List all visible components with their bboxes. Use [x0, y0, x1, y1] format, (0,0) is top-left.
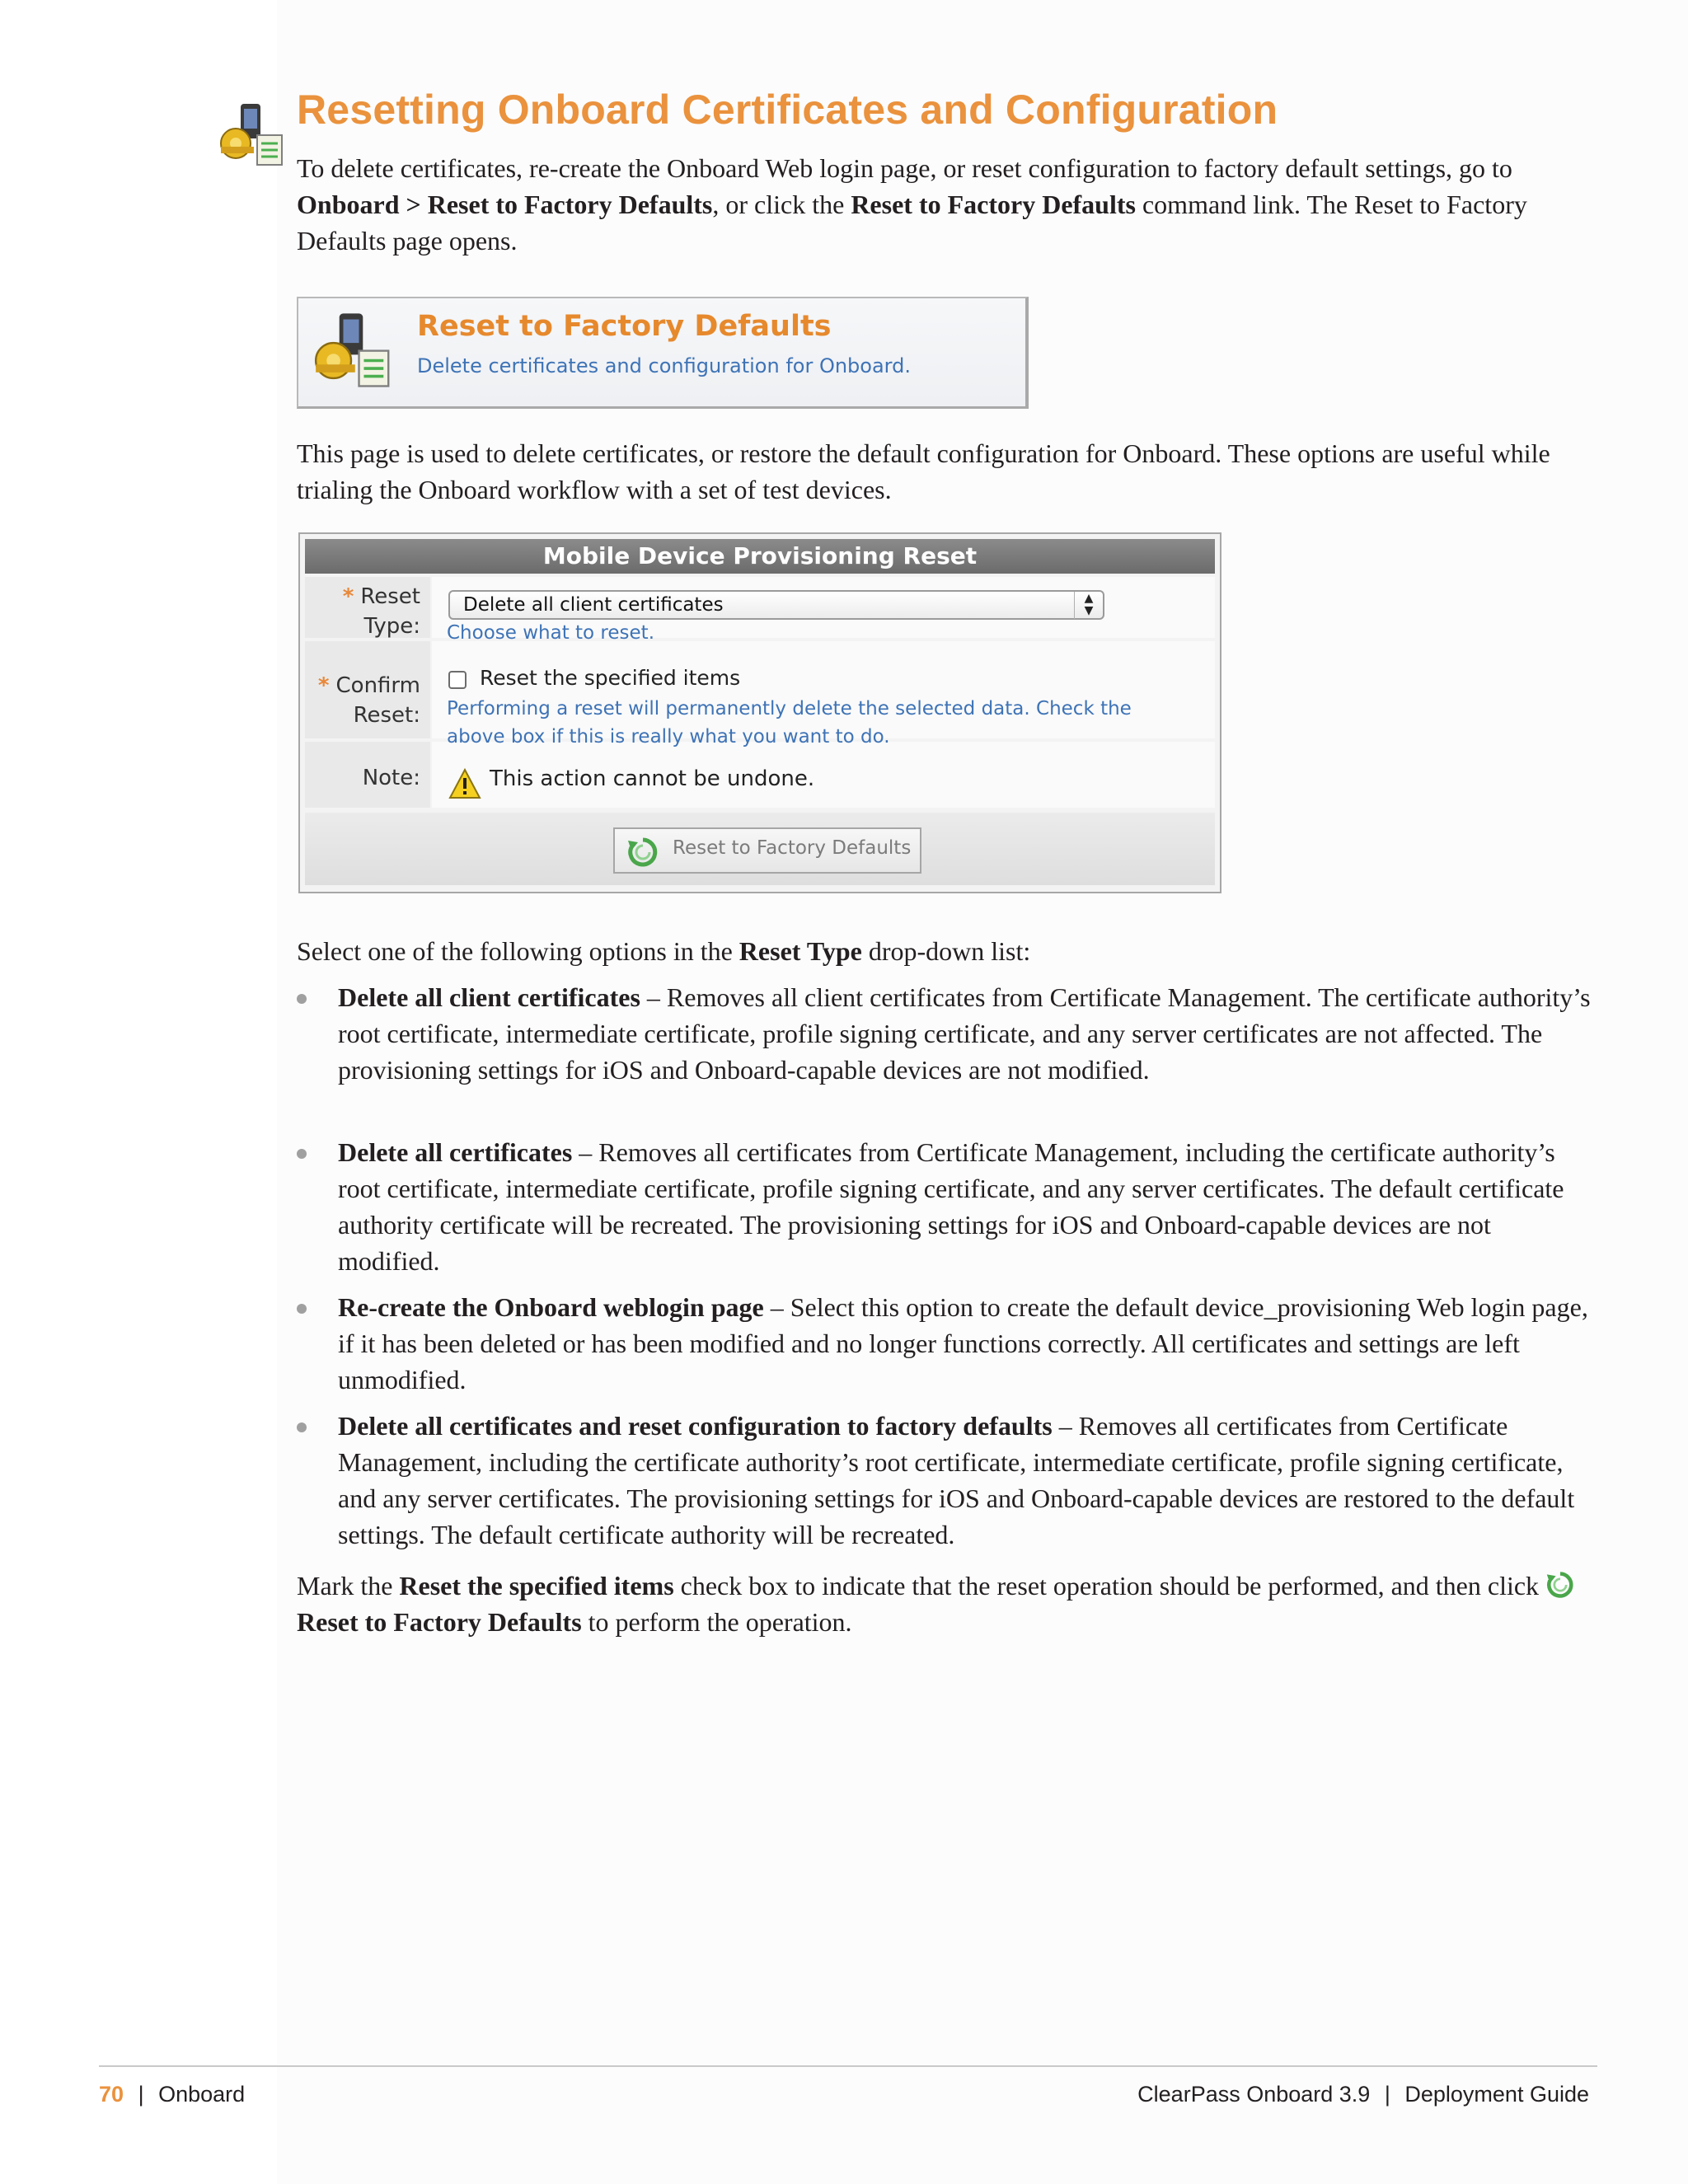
- option-term: Delete all certificates: [338, 1137, 573, 1167]
- required-asterisk: *: [317, 673, 330, 698]
- reset-type-select[interactable]: Delete all client certificates ▲ ▼: [448, 590, 1104, 620]
- reset-button-label: Reset to Factory Defaults: [673, 837, 912, 859]
- list-item-text: [338, 1408, 1592, 1553]
- onboard-cert-icon: [216, 102, 285, 171]
- card-subtitle: Delete certificates and configuration for Onboard.: [417, 354, 911, 377]
- footer-doc: Deployment Guide: [1404, 2082, 1589, 2107]
- button-term: Reset to Factory Defaults: [297, 1607, 582, 1637]
- option-desc: – Removes all certificates from Certificate Management, including the certificate authority’s root certificate, intermediate certificate, profile signing certificate, and any server certificates. The default certificate authority certificate will be recreated. The provisioning settings for iOS and Onboard-capable devices are not modified.: [338, 1137, 1564, 1276]
- note-text: This action cannot be undone.: [490, 766, 815, 791]
- reset-page-card[interactable]: [297, 297, 1029, 409]
- intro-text-1: To delete certificates, re-create the Onboard Web login page, or reset configuration to factory default settings, go to: [297, 153, 1512, 183]
- provisioning-reset-form: [298, 532, 1221, 893]
- intro-command-link: Reset to Factory Defaults: [851, 190, 1136, 219]
- form-header: Mobile Device Provisioning Reset: [305, 539, 1215, 574]
- required-asterisk: *: [342, 584, 354, 609]
- bullet-icon: [297, 1422, 307, 1432]
- footer-right: [1137, 2082, 1589, 2107]
- confirm-hint-line-2: above box if this is really what you want to do.: [447, 726, 890, 748]
- reset-refresh-icon: [626, 836, 659, 869]
- intro-text-2: , or click the: [712, 190, 851, 219]
- confirm-reset-checkbox[interactable]: [448, 671, 467, 689]
- checkbox-term: Reset the specified items: [399, 1571, 674, 1601]
- intro-text-3: command link. The Reset to Factory Defaults page opens.: [297, 190, 1527, 255]
- option-term: Delete all client certificates: [338, 982, 640, 1012]
- reset-type-term: Reset Type: [738, 936, 862, 966]
- option-desc: – Removes all client certificates from Certificate Management. The certificate authority’s root certificate, intermediate certificate, profile signing certificate, and any server certificates are not affected. The provisioning settings for iOS and Onboard-capable devices are not modified.: [338, 982, 1591, 1085]
- confirm-checkbox-label[interactable]: Reset the specified items: [480, 666, 741, 690]
- footer-divider: [99, 2065, 1597, 2067]
- list-item-text: [338, 1134, 1592, 1279]
- footer-left: [99, 2082, 245, 2107]
- usage-paragraph: This page is used to delete certificates, or restore the default configuration for Onboard. These options are useful while trialing the Onboard workflow with a set of test devices.: [297, 438, 1550, 504]
- footer-separator: |: [138, 2082, 144, 2107]
- footer-product: ClearPass Onboard 3.9: [1137, 2082, 1371, 2107]
- footer-separator: |: [1384, 2082, 1390, 2107]
- reset-type-label: * Reset Type:: [342, 584, 420, 639]
- onboard-cert-icon: [310, 312, 392, 394]
- select-arrows-icon: ▲ ▼: [1074, 592, 1103, 619]
- list-item-text: [338, 1289, 1592, 1398]
- bullet-icon: [297, 994, 307, 1004]
- bullet-icon: [297, 1149, 307, 1159]
- intro-paragraph: [297, 150, 1591, 259]
- list-item-text: [338, 979, 1592, 1088]
- bullet-icon: [297, 1304, 307, 1314]
- page-number: 70: [99, 2082, 124, 2107]
- intro-menu-path: Onboard > Reset to Factory Defaults: [297, 190, 713, 219]
- reset-type-hint: Choose what to reset.: [447, 622, 655, 644]
- warning-icon: [448, 768, 481, 799]
- closing-paragraph: Mark the Reset the specified items check box to indicate that the reset operation should be performed, and then click Reset to Factory Defaults to perform the operation.: [297, 1568, 1591, 1640]
- select-intro-paragraph: Select one of the following options in the Reset Type drop-down list:: [297, 936, 1031, 966]
- option-term: Re-create the Onboard weblogin page: [338, 1292, 764, 1322]
- footer-section: Onboard: [158, 2082, 246, 2107]
- confirm-hint-line-1: Performing a reset will permanently delete the selected data. Check the: [447, 698, 1132, 719]
- option-term: Delete all certificates and reset configuration to factory defaults: [338, 1411, 1053, 1441]
- form-footer: [305, 813, 1215, 885]
- reset-refresh-icon: [1545, 1570, 1575, 1600]
- option-desc: – Removes all certificates from Certificate Management, including the certificate authority’s root certificate, intermediate certificate, profile signing certificate, and any server certificates. The provisioning settings for iOS and Onboard-capable devices are restored to the default settings. The default certificate authority will be recreated.: [338, 1411, 1575, 1549]
- note-label: Note:: [362, 766, 420, 790]
- confirm-reset-label: * Confirm Reset:: [317, 673, 420, 728]
- card-title: Reset to Factory Defaults: [417, 310, 832, 343]
- option-desc: – Select this option to create the default device_provisioning Web login page, if it has been deleted or has been modified and no longer functions correctly. All certificates and settings are left unmodified.: [338, 1292, 1588, 1394]
- section-title: Resetting Onboard Certificates and Configuration: [297, 87, 1278, 133]
- reset-to-factory-defaults-button[interactable]: [613, 827, 921, 874]
